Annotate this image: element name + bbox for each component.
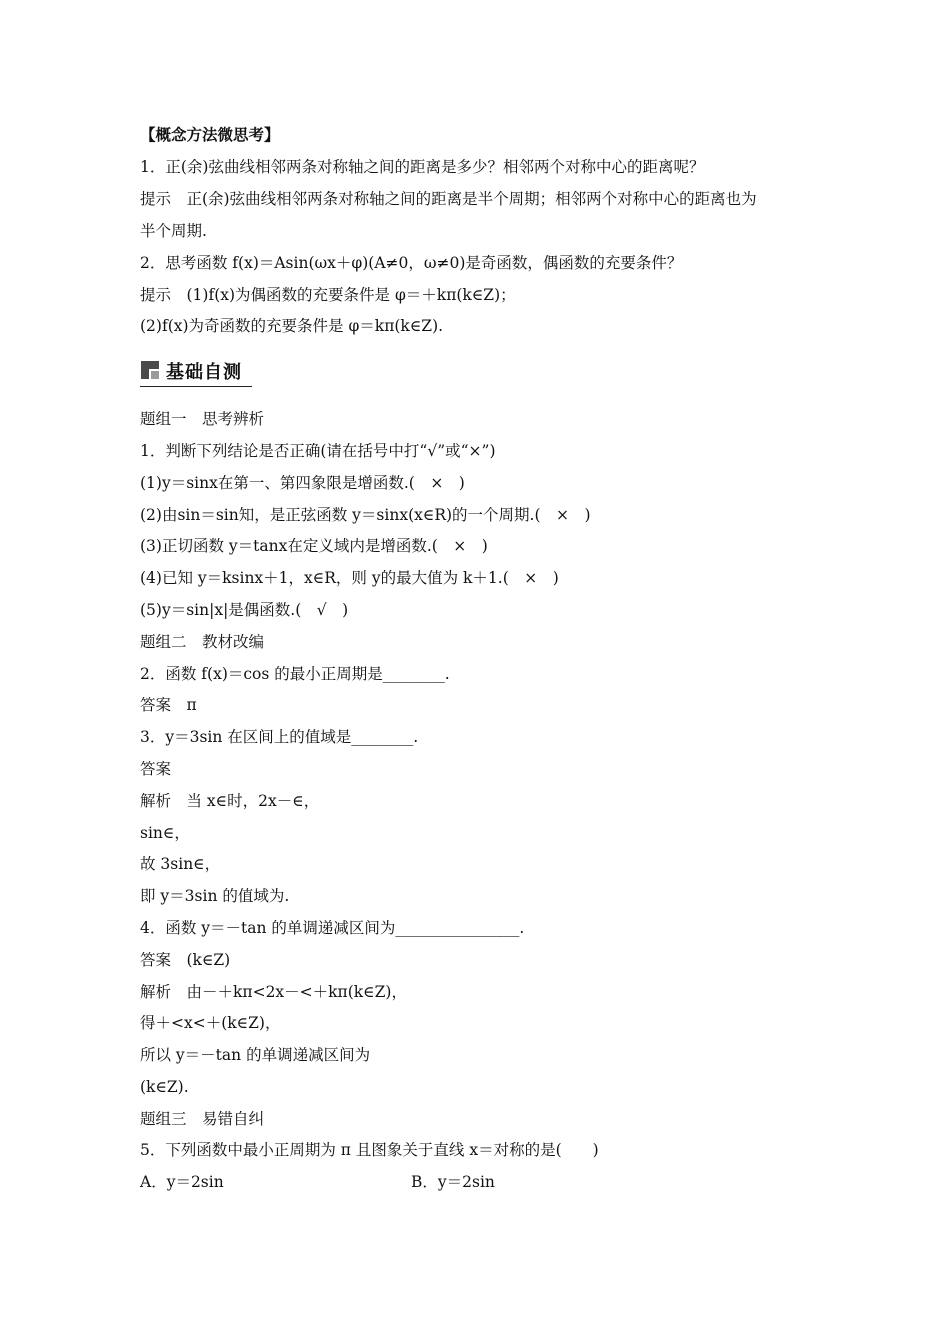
answer-4: 答案 (k∈Z) [140, 951, 231, 969]
answer-2: 答案 π [140, 696, 197, 714]
solution-3-line-1: 解析 当 x∈时，2x－∈， [140, 792, 320, 810]
solution-4-line-1: 解析 由－＋kπ<2x－<＋kπ(k∈Z)， [140, 983, 407, 1001]
concept-question-1: 1．正(余)弦曲线相邻两条对称轴之间的距离是多少？相邻两个对称中心的距离呢？ [140, 158, 705, 176]
question-3: 3．y＝3sin 在区间上的值域是________. [140, 728, 419, 746]
concept-tip-1a: 提示 正(余)弦曲线相邻两条对称轴之间的距离是半个周期；相邻两个对称中心的距离也为 [140, 190, 757, 208]
solution-4-line-4: (k∈Z). [140, 1078, 189, 1096]
group2-title: 题组二 教材改编 [140, 633, 265, 651]
group1-item-3: (3)正切函数 y＝tanx在定义域内是增函数.( × ) [140, 537, 488, 555]
option-a: A．y＝2sin [140, 1173, 224, 1191]
solution-3-line-3: 故 3sin∈， [140, 855, 221, 873]
group1-question-1: 1．判断下列结论是否正确(请在括号中打“√”或“×”) [140, 442, 496, 460]
group1-item-4: (4)已知 y＝ksinx＋1，x∈R，则 y的最大值为 k＋1.( × ) [140, 569, 559, 587]
group1-item-2: (2)由sin＝sin知，是正弦函数 y＝sinx(x∈R)的一个周期.( × ) [140, 506, 591, 524]
concept-tip-2a: 提示 (1)f(x)为偶函数的充要条件是 φ＝＋kπ(k∈Z)； [140, 286, 516, 304]
group1-item-1: (1)y＝sinx在第一、第四象限是增函数.( × ) [140, 474, 465, 492]
section-square-icon [141, 361, 159, 379]
group1-item-5: (5)y＝sin|x|是偶函数.( √ ) [140, 601, 349, 619]
solution-4-line-3: 所以 y＝－tan 的单调递减区间为 [140, 1046, 371, 1064]
concept-question-2: 2．思考函数 f(x)＝Asin(ωx＋φ)(A≠0，ω≠0)是奇函数，偶函数的充要条件？ [140, 254, 683, 272]
concept-tip-2b: (2)f(x)为奇函数的充要条件是 φ＝kπ(k∈Z). [140, 317, 444, 335]
section-title: 基础自测 [166, 362, 242, 383]
group3-title: 题组三 易错自纠 [140, 1110, 265, 1128]
concept-heading: 【概念方法微思考】 [140, 125, 280, 144]
group1-title: 题组一 思考辨析 [140, 410, 265, 428]
answer-3: 答案 [140, 760, 172, 778]
solution-3-line-4: 即 y＝3sin 的值域为. [140, 887, 290, 905]
question-2: 2．函数 f(x)＝cos 的最小正周期是________. [140, 665, 450, 683]
solution-4-line-2: 得＋<x<＋(k∈Z)， [140, 1014, 281, 1032]
solution-3-line-2: sin∈， [140, 824, 190, 842]
question-5: 5．下列函数中最小正周期为 π 且图象关于直线 x＝对称的是( ) [140, 1141, 599, 1159]
section-banner [140, 356, 252, 387]
option-b: B．y＝2sin [411, 1173, 495, 1191]
question-4: 4．函数 y＝－tan 的单调递减区间为________________. [140, 919, 525, 937]
concept-tip-1b: 半个周期. [140, 222, 207, 240]
